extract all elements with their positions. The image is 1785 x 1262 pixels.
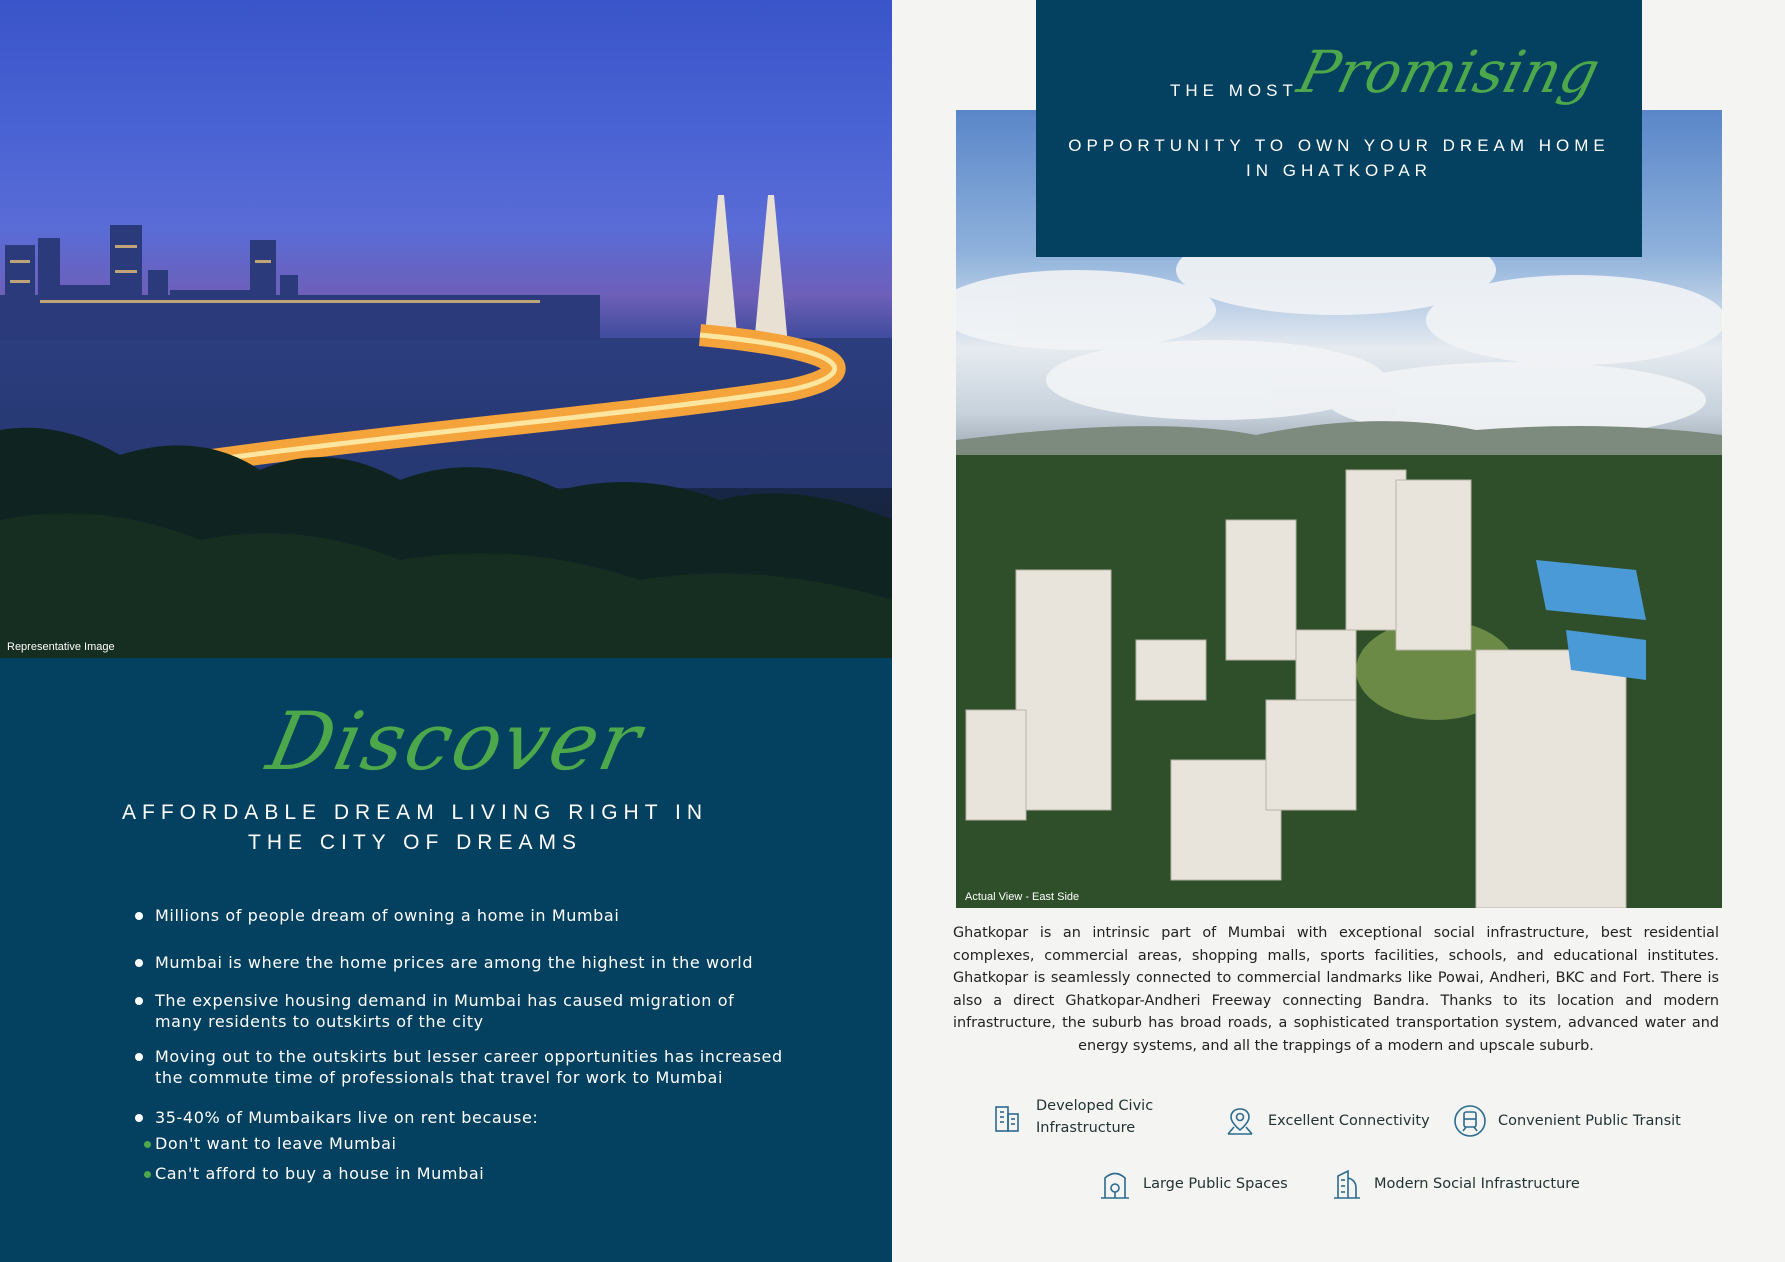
- list-item: Millions of people dream of owning a home in Mumbai: [155, 905, 795, 926]
- train-icon: [1452, 1103, 1488, 1139]
- park-gate-icon: [1097, 1166, 1133, 1202]
- left-heading-line2: THE CITY OF DREAMS: [248, 831, 582, 854]
- left-heading: [60, 798, 770, 858]
- sea-link-photo: [0, 0, 892, 658]
- feature-label: Excellent Connectivity: [1268, 1113, 1430, 1129]
- photo-caption: Representative Image: [7, 641, 115, 653]
- buildings-icon: [990, 1099, 1026, 1135]
- promising-script-title: Promising: [1291, 38, 1607, 106]
- feature-social-infrastructure: [1328, 1166, 1580, 1202]
- feature-public-spaces: [1097, 1166, 1288, 1202]
- pre-script-text: THE MOST: [1170, 81, 1298, 100]
- banner-subheading: [1046, 133, 1632, 183]
- list-item: The expensive housing demand in Mumbai has caused migration of many residents to outskirts of the city: [155, 990, 755, 1032]
- feature-developed-civic: [990, 1095, 1153, 1139]
- list-item: Moving out to the outskirts but lesser career opportunities has increased the commute time of professionals that travel for work to Mumbai: [155, 1046, 785, 1088]
- feature-public-transit: [1452, 1103, 1681, 1139]
- sub-list-item: Don't want to leave Mumbai: [155, 1134, 397, 1153]
- feature-label: Convenient Public Transit: [1498, 1113, 1681, 1129]
- banner-subheading-line1: OPPORTUNITY TO OWN YOUR DREAM HOME: [1068, 136, 1610, 155]
- discover-script-title: Discover: [260, 695, 651, 788]
- list-item: 35-40% of Mumbaikars live on rent because:: [155, 1107, 795, 1128]
- photo-caption: Actual View - East Side: [965, 891, 1080, 903]
- ghatkopar-description: Ghatkopar is an intrinsic part of Mumbai with exceptional social infrastructure, best residential complexes, commercial areas, shopping malls, sports facilities, schools, and educational institutes. Ghatkopar is seamlessly connected to commercial landmarks like Powai, Andheri, BKC and Fort. There is also a direct Ghatkopar-Andheri Freeway connecting Bandra. Thanks to its location and modern infrastructure, the suburb has broad roads, a sophisticated transportation system, advanced water and energy systems, and all the trappings of a modern and upscale suburb.: [953, 925, 1719, 1054]
- feature-label: Modern Social Infrastructure: [1374, 1176, 1580, 1192]
- feature-label: Large Public Spaces: [1143, 1176, 1288, 1192]
- feature-connectivity: [1222, 1103, 1430, 1139]
- banner-subheading-line2: IN GHATKOPAR: [1246, 161, 1432, 180]
- left-heading-line1: AFFORDABLE DREAM LIVING RIGHT IN: [121, 801, 708, 824]
- list-item: Mumbai is where the home prices are among the highest in the world: [155, 952, 795, 973]
- feature-label: Developed Civic Infrastructure: [1036, 1098, 1154, 1136]
- sub-list-item: Can't afford to buy a house in Mumbai: [155, 1164, 485, 1183]
- location-pin-icon: [1222, 1103, 1258, 1139]
- modern-building-icon: [1328, 1166, 1364, 1202]
